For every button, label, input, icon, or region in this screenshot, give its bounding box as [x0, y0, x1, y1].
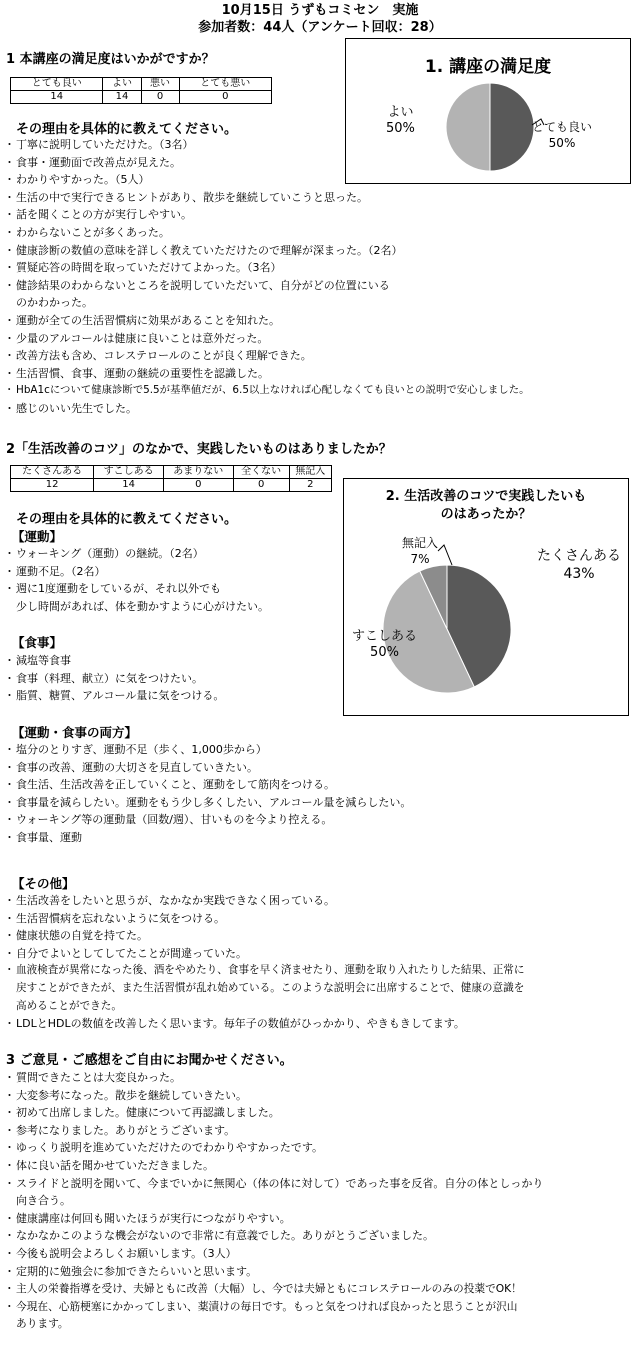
- chart2-percent: 7%: [410, 552, 430, 566]
- list-item: ・ 健康状態の自覚を持てた。: [4, 927, 634, 945]
- group-title-diet: 【食事】: [12, 635, 63, 650]
- list-item-continuation: 高めることができた。: [16, 999, 122, 1012]
- q3-heading: 3 ご意見・ご感想をご自由にお聞かせください。: [6, 1053, 293, 1068]
- list-item-continuation: 戻すことができたが、また生活習慣が乱れ始めている。このような説明会に出席することで、健康の意識を: [16, 981, 525, 994]
- group-list-other: [4, 892, 634, 1033]
- q1-tally-table: [10, 77, 272, 104]
- list-item: ・ 運動が全ての生活習慣病に効果があることを知れた。: [4, 312, 634, 330]
- chart2-percent: 50%: [370, 645, 399, 660]
- chart1-slice-0: [490, 83, 534, 171]
- chart2-category: すこしある: [352, 629, 418, 644]
- q2-value-cell: 0: [163, 479, 233, 492]
- list-item-continuation: 向き合う。: [16, 1194, 71, 1208]
- q2-value-cell: 0: [233, 479, 289, 492]
- list-item: ・ ウォーキング等の運動量（回数/週）、甘いものを今より控える。: [4, 811, 634, 829]
- list-item: ・ 生活改善をしたいと思うが、なかなか実践できなく困っている。: [4, 892, 634, 910]
- list-item: ・ 質疑応答の時間を取っていただけてよかった。（3名）: [4, 259, 634, 277]
- q2-value-cell: 2: [289, 479, 331, 492]
- q1-value-cell: 0: [141, 91, 179, 104]
- list-item: ・ 生活習慣、食事、運動の継続の重要性を認識した。: [4, 365, 634, 383]
- chart1-category: とても良い: [532, 120, 593, 134]
- list-item: ・ ウォーキング（運動）の継続。（2名）: [4, 545, 334, 563]
- list-item: ・ 今後も説明会よろしくお願いします。（3人）: [4, 1245, 634, 1263]
- q1-header-cell: 悪い: [141, 78, 179, 91]
- list-item: ・ 質問できたことは大変良かった。: [4, 1069, 634, 1087]
- chart2-category: たくさんある: [537, 548, 621, 564]
- chart2-title-line1: 2. 生活改善のコツで実践したいも: [385, 489, 587, 504]
- group-list-both: [4, 741, 634, 847]
- list-item: ・ わかりやすかった。（5人）: [4, 171, 634, 189]
- group-title-other: 【その他】: [12, 876, 75, 891]
- q1-table-value-row: [11, 91, 272, 104]
- list-item: ・ 少量のアルコールは健康に良いことは意外だった。: [4, 330, 634, 348]
- list-item: ・ ゆっくり説明を進めていただけたのでわかりやすかったです。: [4, 1139, 634, 1157]
- list-item: ・ 自分でよいとしてしてたことが間違っていた。: [4, 945, 634, 963]
- q1-heading: 1 本講座の満足度はいかがですか？: [6, 52, 215, 67]
- list-item: ・ 食事（料理、献立）に気をつけたい。: [4, 670, 334, 688]
- list-item: ・ 健康診断の数値の意味を詳しく教えていただけたので理解が深まった。（2名）: [4, 242, 634, 260]
- list-item-text: 週に1度運動をしているが、それ以外でも: [16, 582, 221, 596]
- list-item: ・ 運動不足。（2名）: [4, 563, 334, 581]
- q2-header-cell: あまりない: [163, 466, 233, 479]
- q1-value-cell: 14: [103, 91, 141, 104]
- list-item: ・ 改善方法も含め、コレステロールのことが良く理解できた。: [4, 347, 634, 365]
- list-item: ・ わからないことが多くあった。: [4, 224, 634, 242]
- list-item-continuation: のかわかった。: [16, 296, 93, 310]
- list-item: ・ 体に良い話を聞かせていただきました。: [4, 1157, 634, 1175]
- q2-tally-table: [10, 465, 332, 492]
- chart2-label-blank: [402, 535, 438, 567]
- chart1-label-good: [386, 105, 415, 137]
- list-item: [4, 1298, 634, 1333]
- chart1-slice-1: [446, 83, 490, 171]
- chart1-percent: 50%: [386, 121, 415, 136]
- group-list-diet: [4, 652, 334, 705]
- list-item: [4, 277, 634, 312]
- chart2-label-many: [537, 547, 621, 583]
- group-title-both: 【運動・食事の両方】: [12, 725, 138, 740]
- q1-header-cell: とても悪い: [179, 78, 271, 91]
- list-item: ・ 減塩等食事: [4, 652, 334, 670]
- chart2-percent: 43%: [563, 566, 595, 582]
- list-item: ・ 塩分のとりすぎ、運動不足（歩く、1,000歩から）: [4, 741, 634, 759]
- list-item-text: スライドと説明を聞いて、今までいかに無関心（体の体に対して）であった事を反省。自分の体としっかり: [16, 1176, 544, 1190]
- group-list-exercise: [4, 545, 334, 615]
- list-item: ・ 大変参考になった。散歩を継続していきたい。: [4, 1087, 634, 1105]
- list-item: ・ 生活の中で実行できるヒントがあり、散歩を継続していこうと思った。: [4, 189, 634, 207]
- q1-value-cell: 0: [179, 91, 271, 104]
- chart2-title-line2: のはあったか？: [440, 507, 532, 522]
- q2-table-value-row: [11, 479, 332, 492]
- chart2-label-some: [352, 629, 417, 661]
- list-item: ・ LDLとHDLの数値を改善したく思います。毎年子の数値がひっかかり、やきもきしてます。: [4, 1015, 634, 1033]
- list-item: ・ 参考になりました。ありがとうございます。: [4, 1122, 634, 1140]
- practice-chart-box: [343, 478, 629, 716]
- q2-header-cell: 無記入: [289, 466, 331, 479]
- list-item: [4, 580, 334, 615]
- list-item: ・ 食事量、運動: [4, 829, 634, 847]
- q2-heading: 2「生活改善のコツ」のなかで、実践したいものはありましたか？: [6, 442, 392, 457]
- report-date-venue: 10月15日 うずもコミセン 実施: [221, 3, 419, 18]
- q2-header-cell: すこしある: [94, 466, 164, 479]
- q2-value-cell: 12: [11, 479, 94, 492]
- q2-reasons-heading: その理由を具体的に教えてください。: [16, 512, 238, 527]
- list-item: ・ 健康講座は何回も聞いたほうが実行につながりやすい。: [4, 1210, 634, 1228]
- q1-value-cell: 14: [11, 91, 103, 104]
- chart2-pie: [344, 479, 628, 715]
- q2-header-cell: 全くない: [233, 466, 289, 479]
- q2-header-cell: たくさんある: [11, 466, 94, 479]
- list-item: ・ 感じのいい先生でした。: [4, 400, 634, 418]
- satisfaction-chart-box: [345, 38, 631, 184]
- q1-header-cell: よい: [103, 78, 141, 91]
- list-item-continuation: あります。: [16, 1317, 69, 1331]
- chart1-category: よい: [387, 105, 414, 120]
- chart1-percent: 50%: [548, 136, 576, 150]
- group-title-exercise: 【運動】: [12, 529, 63, 544]
- q1-table-header-row: [11, 78, 272, 91]
- list-item: [4, 962, 634, 1015]
- q1-reasons-heading: その理由を具体的に教えてください。: [16, 122, 238, 137]
- list-item: [4, 1175, 634, 1210]
- list-item: ・ 生活習慣病を忘れないように気をつける。: [4, 910, 634, 928]
- q2-table-header-row: [11, 466, 332, 479]
- list-item: ・ 食事の改善、運動の大切さを見直していきたい。: [4, 759, 634, 777]
- list-item-text: 今現在、心筋梗塞にかかってしまい、薬漬けの毎日です。もっと気をつければ良かったと思うことが沢山: [16, 1299, 518, 1313]
- list-item-text: 健診結果のわからないところを説明していただいて、自分がどの位置にいる: [16, 278, 390, 292]
- chart2-leader-line: [438, 545, 452, 565]
- list-item: ・ 食生活、生活改善を正していくこと、運動をして筋肉をつける。: [4, 776, 634, 794]
- list-item: ・ なかなかこのような機会がないので非常に有意義でした。ありがとうございました。: [4, 1227, 634, 1245]
- list-item: ・ 食事・運動面で改善点が見えた。: [4, 154, 634, 172]
- list-item: ・ HbA1cについて健康診断で5.5が基準値だが、6.5以上なければ心配しなくても良いとの説明で安心しました。: [4, 382, 634, 400]
- q2-value-cell: 14: [94, 479, 164, 492]
- q3-comments-list: [4, 1069, 634, 1333]
- participant-count: 参加者数：44人（アンケート回収：28）: [198, 20, 442, 35]
- list-item-continuation: 少し時間があれば、体を動かすように心がけたい。: [16, 599, 269, 613]
- q1-header-cell: とても良い: [11, 78, 103, 91]
- list-item: ・ 丁寧に説明していただけた。（3名）: [4, 136, 634, 154]
- chart1-label-very-good: [532, 119, 592, 151]
- list-item: ・ 初めて出席しました。健康について再認識しました。: [4, 1104, 634, 1122]
- list-item: ・ 定期的に勉強会に参加できたらいいと思います。: [4, 1263, 634, 1281]
- list-item: ・ 脂質、糖質、アルコール量に気をつける。: [4, 687, 334, 705]
- chart1-title: 1. 講座の満足度: [424, 57, 552, 77]
- chart2-category: 無記入: [402, 536, 439, 550]
- list-item: ・ 主人の栄養指導を受け、夫婦ともに改善（大幅）し、今では夫婦ともにコレステロールのみの投薬でOK！: [4, 1280, 634, 1298]
- list-item: ・ 話を聞くことの方が実行しやすい。: [4, 206, 634, 224]
- list-item-text: 血液検査が異常になった後、酒をやめたり、食事を早く済ませたり、運動を取り入れたりした結果、正常に: [16, 964, 525, 977]
- list-item: ・ 食事量を減らしたい。運動をもう少し多くしたい、アルコール量を減らしたい。: [4, 794, 634, 812]
